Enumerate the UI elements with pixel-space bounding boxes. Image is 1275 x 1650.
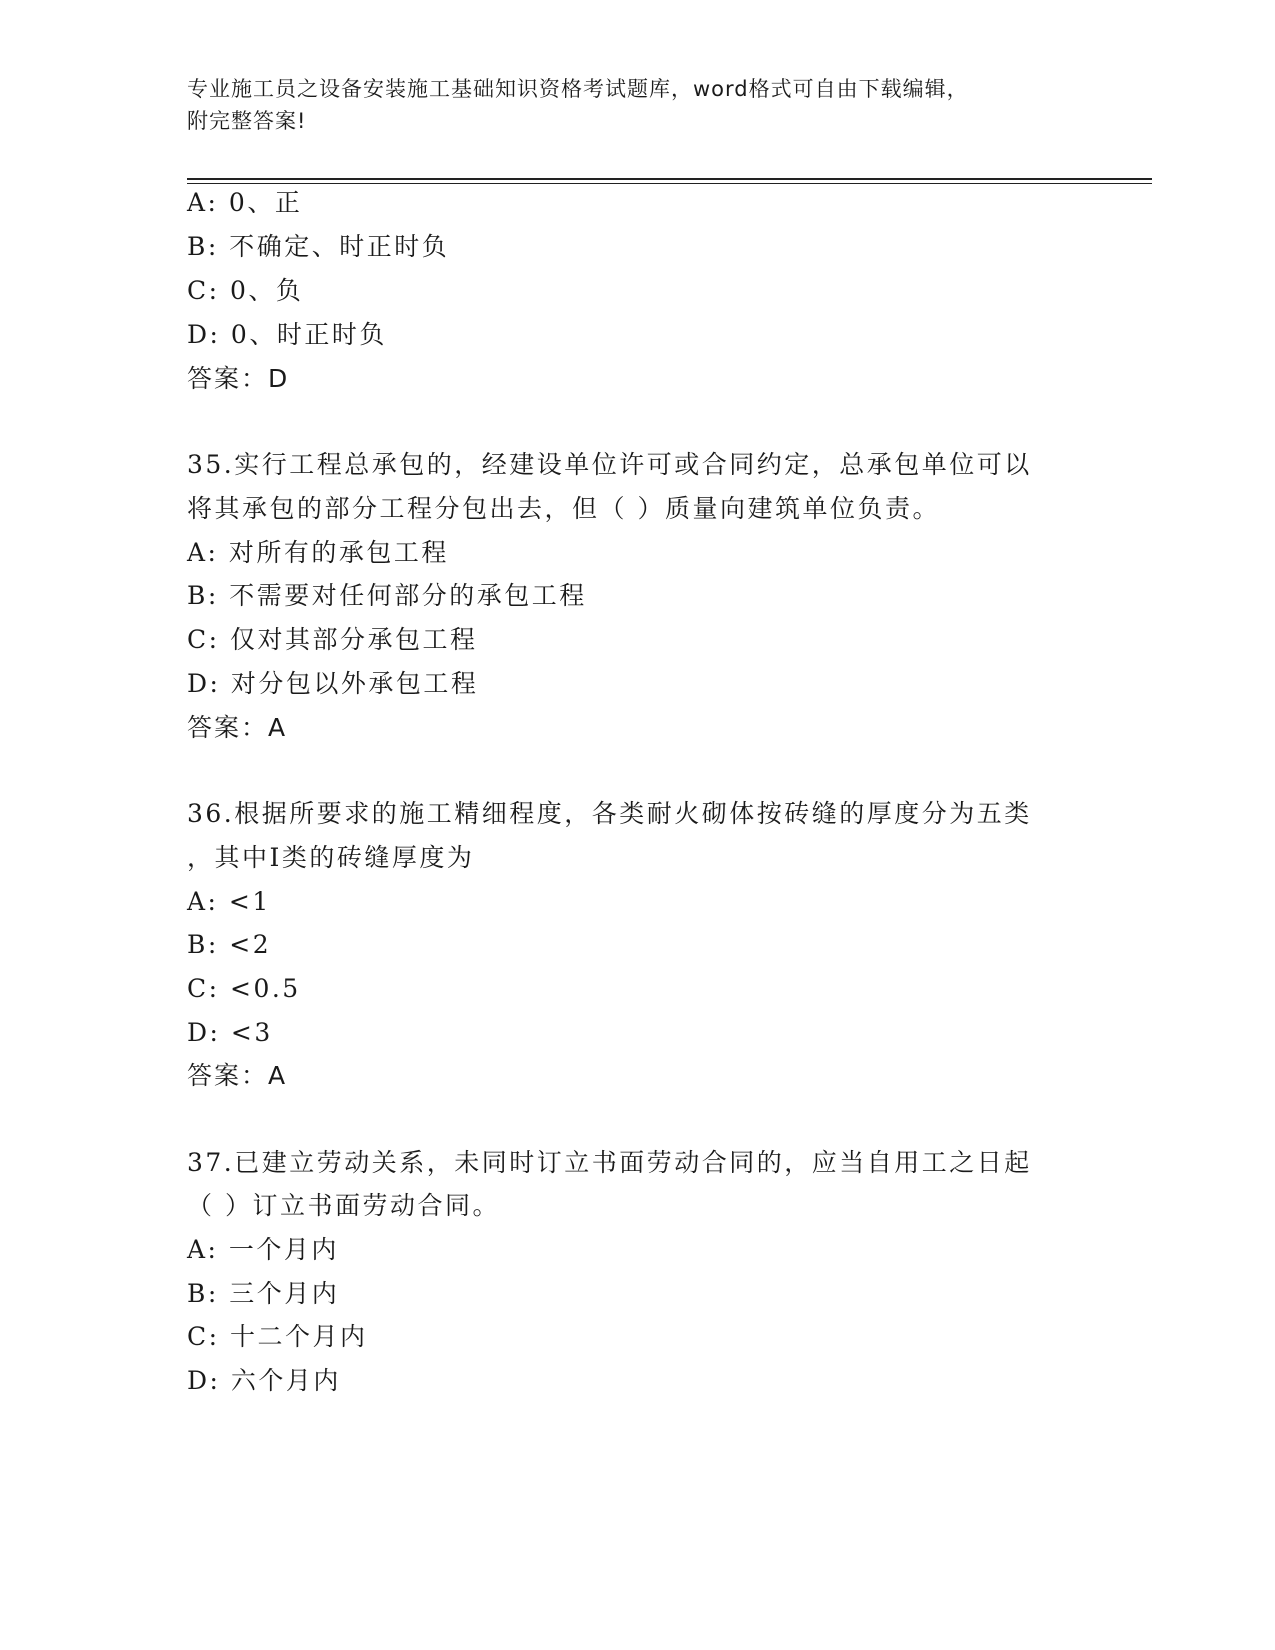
q37-option-b: B: 三个月内 bbox=[187, 1279, 340, 1308]
q36-stem-line-2: ，其中I类的砖缝厚度为 bbox=[187, 843, 475, 872]
header-line-2: 附完整答案! bbox=[187, 109, 307, 133]
q37-stem-line-2: （ ）订立书面劳动合同。 bbox=[187, 1191, 500, 1220]
q34-option-b: B: 不确定、时正时负 bbox=[187, 232, 450, 261]
q36-stem-line-1: 36.根据所要求的施工精细程度，各类耐火砌体按砖缝的厚度分为五类 bbox=[187, 799, 1032, 828]
q35-option-b: B: 不需要对任何部分的承包工程 bbox=[187, 581, 587, 610]
q34-option-c: C: 0、负 bbox=[187, 276, 304, 305]
q35-option-c: C: 仅对其部分承包工程 bbox=[187, 625, 478, 654]
header-divider-thin bbox=[187, 183, 1152, 184]
q34-answer: 答案：D bbox=[187, 364, 290, 393]
q35-stem-line-1: 35.实行工程总承包的，经建设单位许可或合同约定，总承包单位可以 bbox=[187, 450, 1032, 479]
q36-answer: 答案：A bbox=[187, 1061, 288, 1090]
q36-option-b: B: <2 bbox=[187, 930, 272, 959]
q35-option-a: A: 对所有的承包工程 bbox=[187, 538, 449, 567]
header-divider-thick bbox=[187, 178, 1152, 180]
q36-option-c: C: <0.5 bbox=[187, 974, 301, 1003]
q34-option-a: A: 0、正 bbox=[187, 188, 303, 217]
q35-option-d: D: 对分包以外承包工程 bbox=[187, 669, 479, 698]
q37-option-a: A: 一个月内 bbox=[187, 1235, 339, 1264]
q35-stem-line-2: 将其承包的部分工程分包出去，但（ ）质量向建筑单位负责。 bbox=[187, 494, 940, 523]
q35-answer: 答案：A bbox=[187, 713, 288, 742]
q36-option-a: A: <1 bbox=[187, 887, 271, 916]
document-header bbox=[187, 73, 1087, 137]
q37-option-d: D: 六个月内 bbox=[187, 1366, 341, 1395]
q37-stem-line-1: 37.已建立劳动关系，未同时订立书面劳动合同的，应当自用工之日起 bbox=[187, 1148, 1032, 1177]
q36-option-d: D: <3 bbox=[187, 1018, 273, 1047]
q34-option-d: D: 0、时正时负 bbox=[187, 320, 387, 349]
q37-option-c: C: 十二个月内 bbox=[187, 1322, 368, 1351]
header-line-1: 专业施工员之设备安装施工基础知识资格考试题库，word格式可自由下载编辑， bbox=[187, 77, 969, 101]
